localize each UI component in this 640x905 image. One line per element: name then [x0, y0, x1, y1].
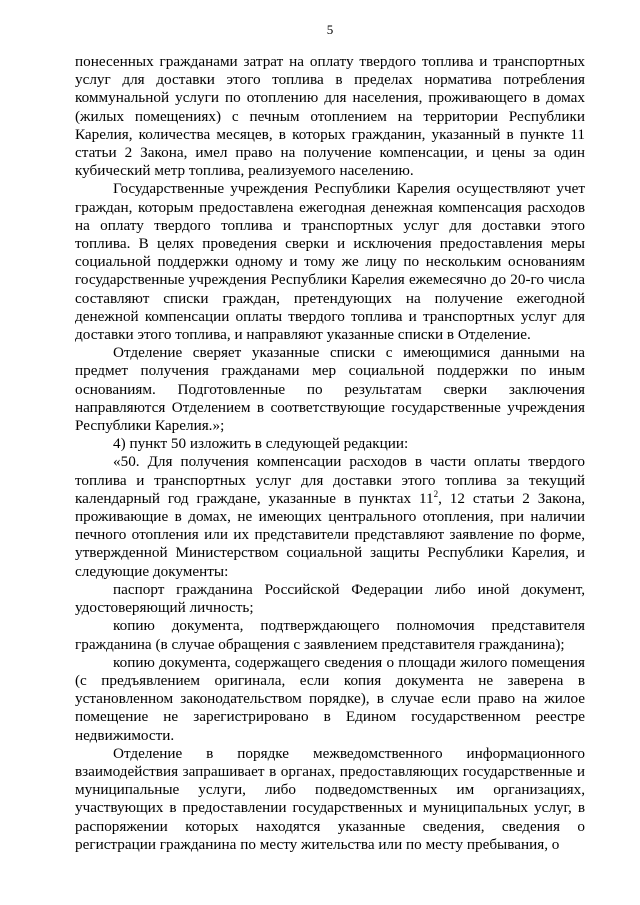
document-page — [75, 0, 585, 905]
paragraph-amendment-item-4: 4) пункт 50 изложить в следующей редакции: — [113, 435, 409, 453]
superscript: 2 — [433, 488, 439, 499]
list-item-passport: паспорт гражданина Российской Федерации либо иной документ, удостоверяющий личность; — [75, 580, 585, 617]
paragraph-accounting: Государственные учреждения Республики Карелия осуществляют учет граждан, которым предоставлена ежегодная денежная компенсация расходов на оплату твердого топлива и транспортных услуг для доставки этого топлива. В целях проведения сверки и исключения предоставления меры социальной поддержки одному и тому же лицу по нескольким основаниям государственные учреждения Республики Карелия ежемесячно до 20-го числа составляют списки граждан, претендующих на получение ежегодной денежной компенсации оплаты твердого топлива и транспортных услуг для доставки этого топлива, и направляют указанные списки в Отделение. — [75, 180, 585, 344]
paragraph-point-50 — [75, 453, 585, 580]
point-50-text-end: , 12 статьи 2 Закона, проживающие в домах, не имеющих центрального отопления, при наличии печного отопления или их представители представляют заявление по форме, утвержденной Министерством социальной защиты Республики Карелия, и следующие документы: — [75, 489, 585, 580]
paragraph-verification: Отделение сверяет указанные списки с имеющимися данными на предмет получения гражданами мер социальной поддержки по иным основаниям. Подготовленные по результатам сверки заключения направляются Отделением в соответствующие государственные учреждения Республики Карелия.»; — [75, 344, 585, 435]
point-50-text-start: «50. Для получения компенсации расходов в части оплаты твердого топлива и транспортных услуг для доставки этого топлива за текущий календарный год граждане, указанные в пунктах 11 — [75, 453, 585, 507]
paragraph-continuation: понесенных гражданами затрат на оплату твердого топлива и транспортных услуг для доставки этого топлива в пределах норматива потребления коммунальной услуги по отоплению для населения, проживающего в домах (жилых помещениях) с печным отоплением на территории Республики Карелия, количества месяцев, в которых гражданин, указанный в пункте 11 статьи 2 Закона, имел право на получение компенсации, и цены за один кубический метр топлива, реализуемого населению. — [75, 53, 585, 180]
list-item-housing-area: копию документа, содержащего сведения о площади жилого помещения (с предъявлением оригинала, если копия документа не заверена в установленном законодательством порядке), в случае если право на жилое помещение не зарегистрировано в Едином государственном реестре недвижимости. — [75, 653, 585, 744]
page-number: 5 — [326, 22, 334, 37]
list-item-representative: копию документа, подтверждающего полномочия представителя гражданина (в случае обращения с заявлением представителя гражданина); — [75, 617, 585, 653]
document-body — [75, 53, 585, 854]
paragraph-interagency: Отделение в порядке межведомственного информационного взаимодействия запрашивает в органах, предоставляющих государственные и муниципальные услуги, либо подведомственных им организациях, участвующих в предоставлении государственных и муниципальных услуг, в распоряжении которых находятся указанные сведения, сведения о регистрации гражданина по месту жительства или по месту пребывания, о — [75, 744, 585, 853]
